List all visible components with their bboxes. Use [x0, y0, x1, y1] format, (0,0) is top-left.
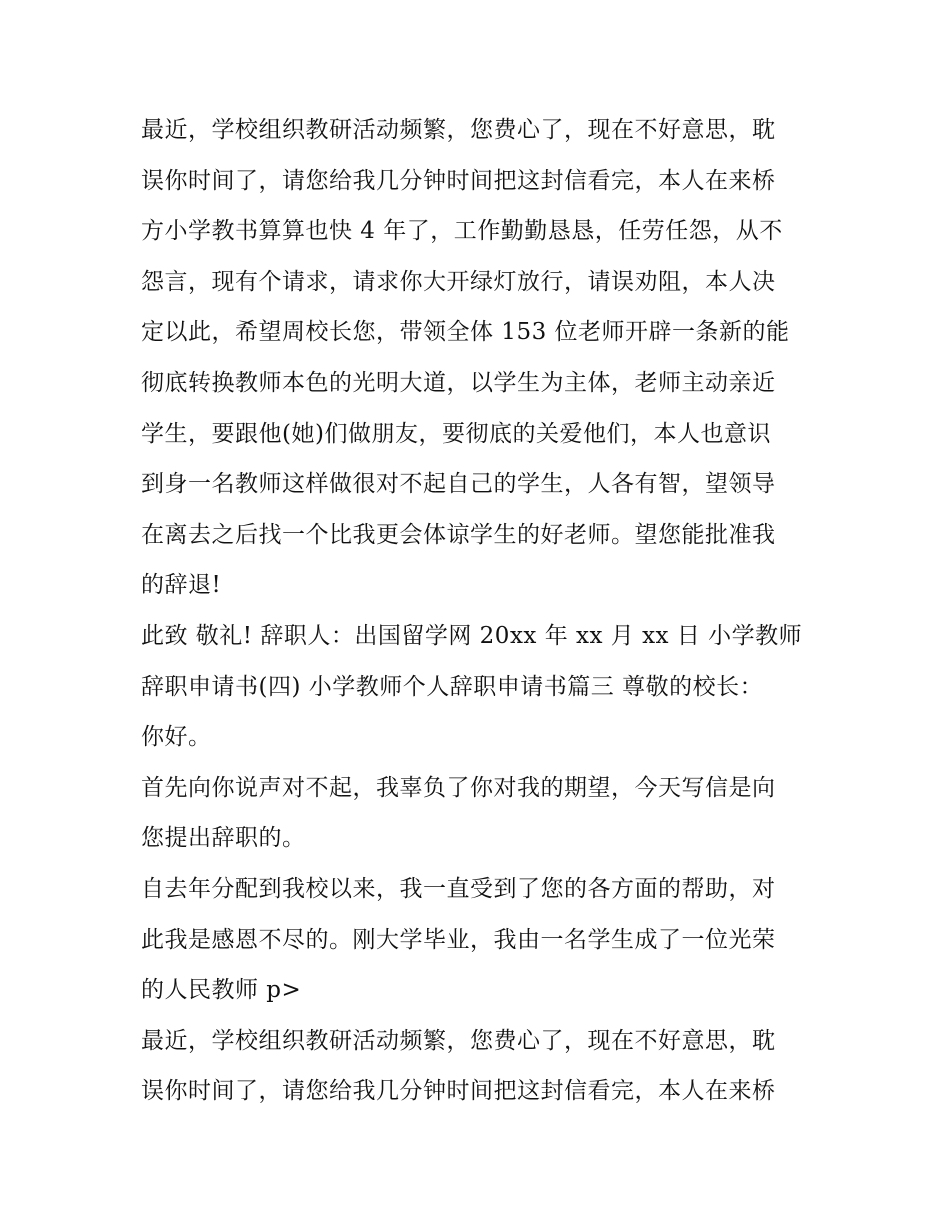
document-page [141, 105, 816, 1117]
text-line: 辞职申请书(四) 小学教师个人辞职申请书篇三 尊敬的校长： [141, 673, 764, 700]
text-line: 误你时间了，请您给我几分钟时间把这封信看完，本人在来桥 [141, 167, 776, 194]
paragraph-closing [141, 611, 816, 712]
text-line: 彻底转换教师本色的光明大道，以学生为主体，老师主动亲近 [141, 369, 776, 396]
text-line: 方小学教书算算也快 4 年了，工作勤勤恳恳，任劳任怨，从不 [141, 218, 783, 245]
text-line: 此我是感恩不尽的。刚大学毕业，我由一名学生成了一位光荣 [141, 926, 776, 953]
text-line: 您提出辞职的。 [141, 825, 306, 852]
paragraph-opening [141, 105, 816, 611]
paragraph-apology [141, 763, 816, 864]
text-line: 此致 敬礼! 辞职人：出国留学网 20xx 年 xx 月 xx 日 小学教师 [141, 622, 803, 649]
text-line: 学生，要跟他(她)们做朋友，要彻底的关爱他们，本人也意识 [141, 420, 771, 447]
text-line: 怨言，现有个请求，请求你大开绿灯放行，请误劝阻，本人决 [141, 268, 776, 295]
paragraph-repeat [141, 1016, 816, 1117]
text-line: 首先向你说声对不起，我辜负了你对我的期望，今天写信是向 [141, 774, 776, 801]
text-line: 的辞退! [141, 572, 222, 599]
text-line: 定以此，希望周校长您，带领全体 153 位老师开辟一条新的能 [141, 319, 790, 346]
text-line: 到身一名教师这样做很对不起自己的学生，人各有智，望领导 [141, 471, 776, 498]
text-line: 在离去之后找一个比我更会体谅学生的好老师。望您能批准我 [141, 521, 776, 548]
text-line: 最近，学校组织教研活动频繁，您费心了，现在不好意思，耽 [141, 1027, 776, 1054]
text-line: 你好。 [141, 724, 212, 751]
text-line: 误你时间了，请您给我几分钟时间把这封信看完，本人在来桥 [141, 1078, 776, 1105]
text-line: 自去年分配到我校以来，我一直受到了您的各方面的帮助，对 [141, 875, 776, 902]
text-line: 最近，学校组织教研活动频繁，您费心了，现在不好意思，耽 [141, 117, 776, 143]
paragraph-gratitude [141, 864, 816, 1016]
text-line: 的人民教师 p> [141, 977, 302, 1004]
paragraph-greeting [141, 712, 816, 763]
